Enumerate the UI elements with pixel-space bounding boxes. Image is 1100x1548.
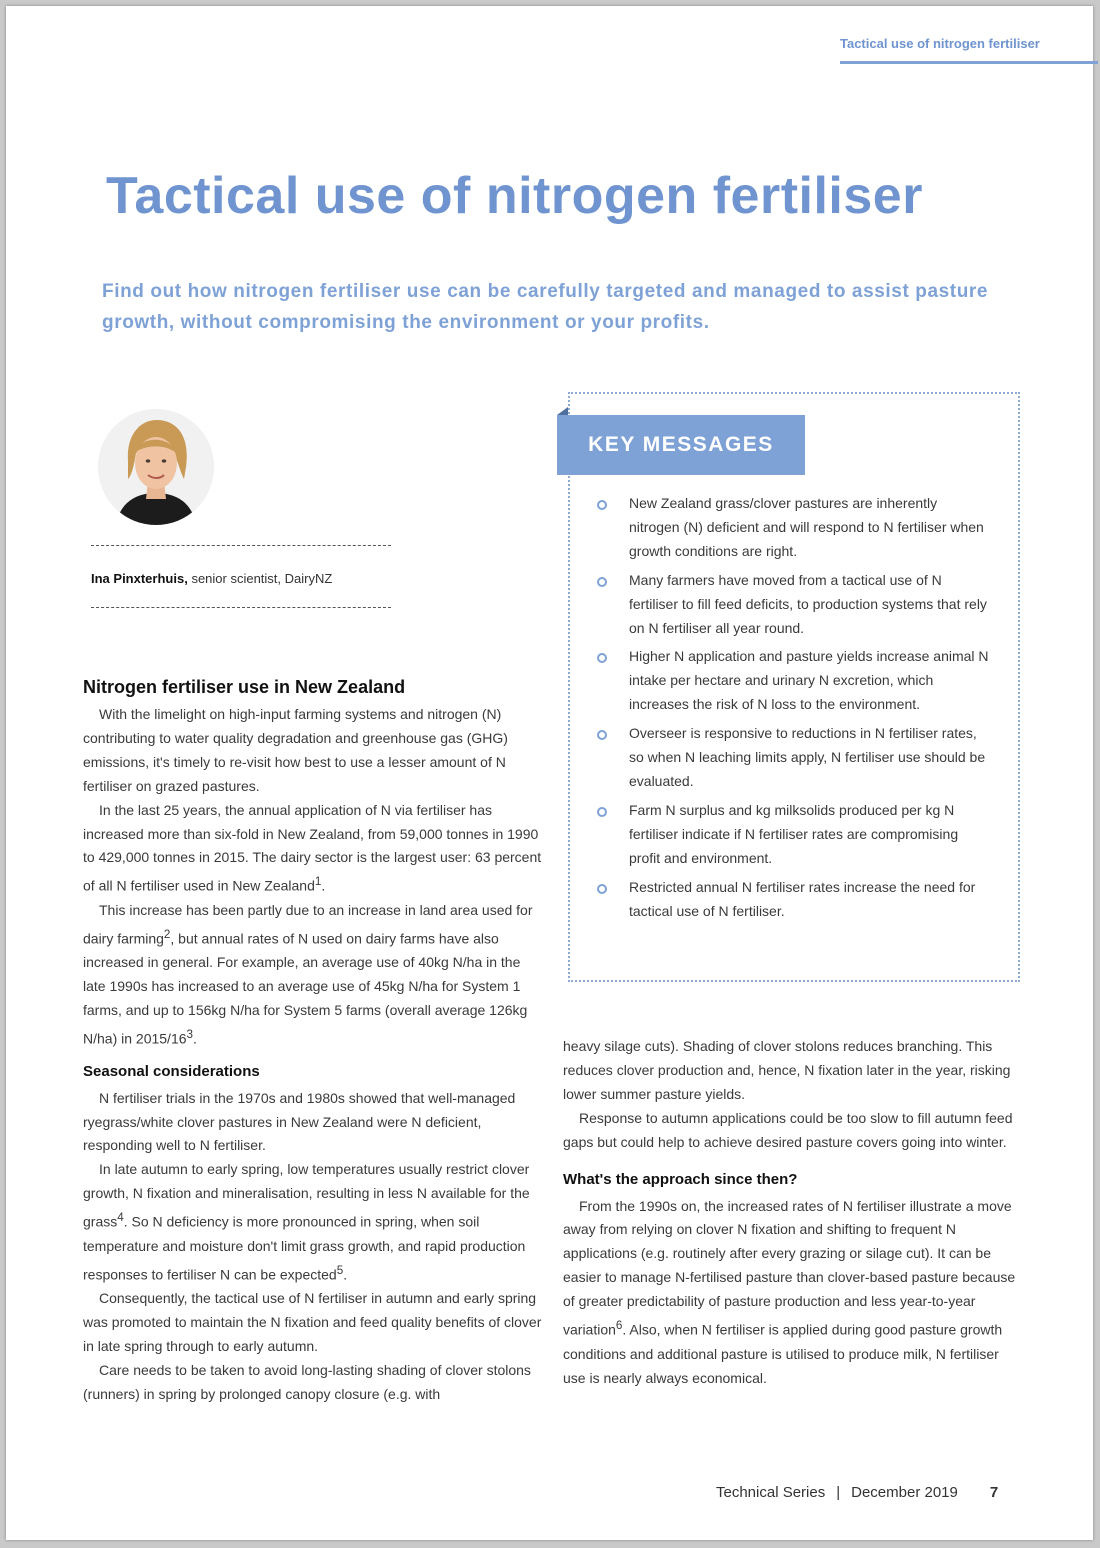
key-message-item [594,722,989,794]
paragraph-text: This increase has been partly due to an increase in land area used for dairy farming [83,901,533,947]
footnote-ref: 3 [186,1028,194,1042]
key-message-text: Higher N application and pasture yields increase animal N intake per hectare and urinary N excretion, which increases the risk of N loss to the environment. [629,648,989,713]
standfirst: Find out how nitrogen fertiliser use can be carefully targeted and managed to assist pasture growth, without compromising the environment or your profits. [102,281,989,333]
body-paragraph: This increase has been partly due to an increase in land area used for dairy farming$^2$, but annual rates of N used on dairy farms have also increased in general. For example, an average use of 40kg N/ha in the late 1990s has increased to an average use of 45kg N/ha for System 1 farms, and up to 156kg N/ha for System 5 farms (overall average 126kg N/ha) in $2015/16^3$. [83,901,533,1047]
bullet-circle-icon [597,500,607,510]
key-messages-list [594,492,989,928]
author-photo-icon [98,409,214,525]
key-message-item [594,645,989,717]
page-footer [716,1484,998,1501]
paragraph-text: In late autumn to early spring, low temperatures usually restrict clover growth, N fixation and mineralisation, resulting in less N available for the grass [83,1161,530,1230]
bullet-circle-icon [597,807,607,817]
key-message-text: Many farmers have moved from a tactical use of N fertiliser to fill feed deficits, to production systems that rely on N fertiliser all year round. [629,571,987,636]
bullet-circle-icon [597,884,607,894]
footnote-ref: 5 [336,1263,344,1277]
author-role: senior scientist, DairyNZ [191,571,333,586]
bullet-circle-icon [597,577,607,587]
paragraph-text: Consequently, the tactical use of N fertiliser in autumn and early spring was promoted to maintain the N fixation and feed quality benefits of clover in late spring through to early autumn. [83,1290,542,1355]
byline-rule-top [91,545,391,546]
body-paragraph [563,1195,1019,1391]
page [6,6,1093,1540]
subheading: What's the approach since then? [563,1170,798,1188]
body-paragraph [83,703,545,799]
key-messages-heading: KEY MESSAGES [557,415,805,475]
footnote-ref: 6 [615,1319,623,1333]
body-paragraph [563,1035,1019,1107]
footnote-ref: 1 [314,875,322,889]
key-message-text: Overseer is responsive to reductions in N fertiliser rates, so when N leaching limits apply, N fertiliser use should be evaluated. [629,725,986,789]
right-column [563,1035,1019,1390]
key-message-item [594,569,989,641]
paragraph-text: Response to autumn applications could be too slow to fill autumn feed gaps but could help to achieve desired pasture covers going into winter. [563,1109,1013,1150]
paragraph-text: With the limelight on high-input farming systems and nitrogen (N) contributing to water quality degradation and greenhouse gas (GHG) emissions, it's timely to re-visit how best to use a lesser amount of N fertiliser on grazed pastures. [83,706,508,794]
paragraph-text: . So N deficiency is more pronounced in spring, when soil temperature and moisture don't limit grass growth, and rapid production responses to fertiliser N can be expected [83,1213,526,1283]
body-paragraph: In the last 25 years, the annual application of N via fertiliser has increased more than six-fold in New Zealand, from 59,000 tonnes in 1990 to 429,000 tonnes in 2015. The dairy sector is the largest user: 63 percent of all N fertiliser used in New Zealand$^1$. [83,801,542,894]
bullet-circle-icon [597,730,607,740]
page-title: Tactical use of nitrogen fertiliser [106,167,923,225]
paragraph-text: , but annual rates of N used on dairy farms have also increased in general. For example, an average use of 40kg N/ha in the late 1990s has increased to an average use of 45kg N/ha for System 1 farms, and up to 156kg N/ha for System 5 farms (overall average 126kg N/ha) in 2015/16 [83,930,528,1047]
body-paragraph: In late autumn to early spring, low temperatures usually restrict clover growth, N fixation and mineralisation, resulting in less N available for the grass$^4$. So N deficiency is more pronounced in spring, when soil temperature and moisture don't limit grass growth, and rapid production responses to fertiliser N can be expected$^5$. [83,1161,530,1283]
left-column [83,675,545,1407]
body-paragraph [563,1107,1019,1155]
section-heading: Nitrogen fertiliser use in New Zealand [83,677,406,697]
key-message-text: Restricted annual N fertiliser rates increase the need for tactical use of N fertiliser. [629,878,976,919]
key-message-item [594,876,989,924]
running-head-text: Tactical use of nitrogen fertiliser [840,36,1040,51]
body-paragraph [83,1287,545,1359]
paragraph-text: N fertiliser trials in the 1970s and 1980s showed that well-managed ryegrass/white clover pastures in New Zealand were N deficient, responding well to N fertiliser. [83,1089,516,1154]
paragraph-text: From the 1990s on, the increased rates of N fertiliser illustrate a move away from relying on clover N fixation and shifting to frequent N applications (e.g. routinely after every grazing or silage cut). It can be easier to manage N-fertilised pasture than clover-based pasture because of greater predictability of pasture production and less year-to-year variation [563,1197,1016,1338]
key-message-text: New Zealand grass/clover pastures are inherently nitrogen (N) deficient and will respond to N fertiliser when growth conditions are right. [629,495,984,559]
key-messages-tab-fold [557,407,568,415]
paragraph-text: heavy silage cuts). Shading of clover stolons reduces branching. This reduces clover production and, hence, N fixation later in the year, risking lower summer pasture yields. [563,1038,1011,1102]
paragraph-text: Care needs to be taken to avoid long-lasting shading of clover stolons (runners) in spring by prolonged canopy closure (e.g. with [83,1361,531,1402]
key-message-text: Farm N surplus and kg milksolids produced per kg N fertiliser indicate if N fertiliser rates are compromising profit and environment. [629,801,959,866]
page-number: 7 [989,1484,999,1501]
subheading: Seasonal considerations [83,1062,260,1080]
key-message-item [594,492,989,564]
footer-separator: | [836,1484,841,1501]
author-name: Ina Pinxterhuis, [91,571,188,586]
paragraph-text: . Also, when N fertiliser is applied during good pasture growth conditions and additional pasture is utilised to produce milk, N fertiliser use is nearly always economical. [563,1321,1003,1386]
bullet-circle-icon [597,653,607,663]
footnote-ref: 4 [117,1211,124,1225]
byline-rule-bottom [91,607,391,608]
key-message-item [594,799,989,871]
body-paragraph [83,1359,545,1407]
paragraph-text: In the last 25 years, the annual application of N via fertiliser has increased more than six-fold in New Zealand, from 59,000 tonnes in 1990 to 429,000 tonnes in 2015. The dairy sector is the largest user: 63 percent of all N fertiliser used in New Zealand [83,801,542,894]
byline [91,571,332,586]
footer-series: Technical Series [716,1484,826,1501]
running-head [840,36,1098,64]
body-paragraph [83,1087,545,1159]
footnote-ref: 2 [163,927,171,941]
author-portrait [98,409,214,525]
footer-date: December 2019 [851,1484,958,1501]
